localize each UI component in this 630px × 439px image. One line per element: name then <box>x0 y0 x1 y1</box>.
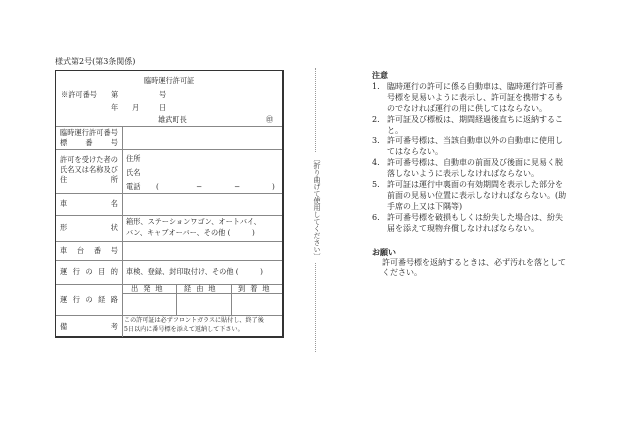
route-header-arrival: 到着地 <box>238 284 275 293</box>
issuer: 雄武町長 <box>158 115 187 124</box>
shape-label: 形状 <box>60 223 118 232</box>
note-text: 許可証及び標板は、期間経過後直ちに返納すること。 <box>387 114 563 135</box>
date-month: 月 <box>132 103 140 112</box>
note-item <box>372 115 567 137</box>
route-header-divider <box>122 293 282 294</box>
note-text: 許可番号標は、自動車の前面及び後面に見易く脱落しないように表示しなければならない。 <box>387 158 563 179</box>
route-header-departure: 出発地 <box>131 284 168 293</box>
note-number: 6. <box>372 212 380 222</box>
shape-options-line1: 箱形、ステーションワゴン、オートバイ、 <box>126 217 261 226</box>
request-title: お願い <box>372 246 396 257</box>
note-item <box>372 82 567 115</box>
route-column-divider <box>231 284 232 315</box>
route-label: 運行の経路 <box>60 295 118 304</box>
route-via-field[interactable] <box>178 295 229 313</box>
note-number: 2. <box>372 114 380 124</box>
chassis-number-field[interactable] <box>126 243 281 258</box>
purpose-label: 運行の目的 <box>60 267 118 276</box>
row-divider <box>56 126 282 127</box>
chassis-number-label: 車台番号 <box>60 246 118 255</box>
route-column-divider <box>176 284 177 315</box>
permit-go: 号 <box>159 90 167 99</box>
plate-number-field[interactable] <box>126 131 281 147</box>
fold-instruction: 〔折り曲げて使用してください〕 <box>309 153 321 262</box>
row-divider <box>56 193 282 194</box>
date-day: 日 <box>159 103 167 112</box>
phone-open-paren: ( <box>156 182 159 191</box>
route-departure-field[interactable] <box>124 295 174 313</box>
vehicle-name-label: 車名 <box>60 199 118 208</box>
shape-options-line2: バン、キャブオーバー、その他 ( ) <box>126 228 255 237</box>
notes-section <box>372 70 567 279</box>
holder-label: 許可を受けた者の氏名又は名称及び住所 <box>60 155 118 184</box>
note-number: 5. <box>372 180 380 190</box>
seal-icon: ㊞ <box>266 115 274 124</box>
note-text: 許可証は運行中裏面の有効期間を表示した部分を前面の見易い位置に表示しなければならない。(助手席の上又は下隅等) <box>387 180 567 211</box>
note-item <box>372 213 567 235</box>
remarks-label: 備考 <box>60 322 118 331</box>
row-divider <box>56 241 282 242</box>
purpose-options: 車検、登録、封印取付け、その他 ( ) <box>126 267 263 276</box>
permit-form-table <box>55 70 284 338</box>
label-column-divider <box>122 126 123 337</box>
note-item <box>372 136 567 158</box>
route-header-via: 経由地 <box>184 284 221 293</box>
phone-close-paren: ) <box>272 182 275 191</box>
note-number: 3. <box>372 136 380 146</box>
notes-title: 注意 <box>372 70 388 80</box>
row-divider <box>56 260 282 261</box>
remarks-line2: 5日以内に番号標を添えて返納して下さい。 <box>124 326 244 333</box>
request-text: 許可番号標を返納するときは、必ず汚れを落としてください。 <box>382 257 566 278</box>
remarks-line1: この許可証は必ずフロントガラスに貼付し、終了後 <box>124 317 264 324</box>
note-number: 4. <box>372 158 380 168</box>
phone-dash: − <box>196 182 203 191</box>
form-title: 臨時運行許可証 <box>144 76 195 85</box>
date-year: 年 <box>111 103 119 112</box>
name-label: 氏名 <box>126 168 141 177</box>
note-number: 1. <box>372 81 380 91</box>
row-divider <box>56 149 282 150</box>
note-text: 許可番号標は、当該自動車以外の自動車に使用してはならない。 <box>387 136 563 157</box>
vehicle-name-field[interactable] <box>126 197 281 213</box>
phone-dash: − <box>234 182 241 191</box>
note-text: 許可番号標を破損もしくは紛失した場合は、紛失届を添えて現物弁償しなければならない。 <box>387 212 563 233</box>
note-text: 臨時運行の許可に係る自動車は、臨時運行許可番号標を見易いように表示し、許可証を携帯するものでなければ運行の用に供してはならない。 <box>387 81 563 113</box>
form-id: 様式第2号(第3条関係) <box>55 57 136 66</box>
plate-number-label: 臨時運行許可番号標番号 <box>60 128 118 147</box>
permit-dai: 第 <box>111 90 119 99</box>
address-label: 住所 <box>126 154 141 163</box>
phone-label: 電話 <box>126 182 141 191</box>
row-divider <box>56 215 282 216</box>
note-item <box>372 158 567 180</box>
note-item <box>372 180 567 213</box>
permit-number-label: ※許可番号 <box>61 90 97 99</box>
route-arrival-field[interactable] <box>233 295 282 313</box>
